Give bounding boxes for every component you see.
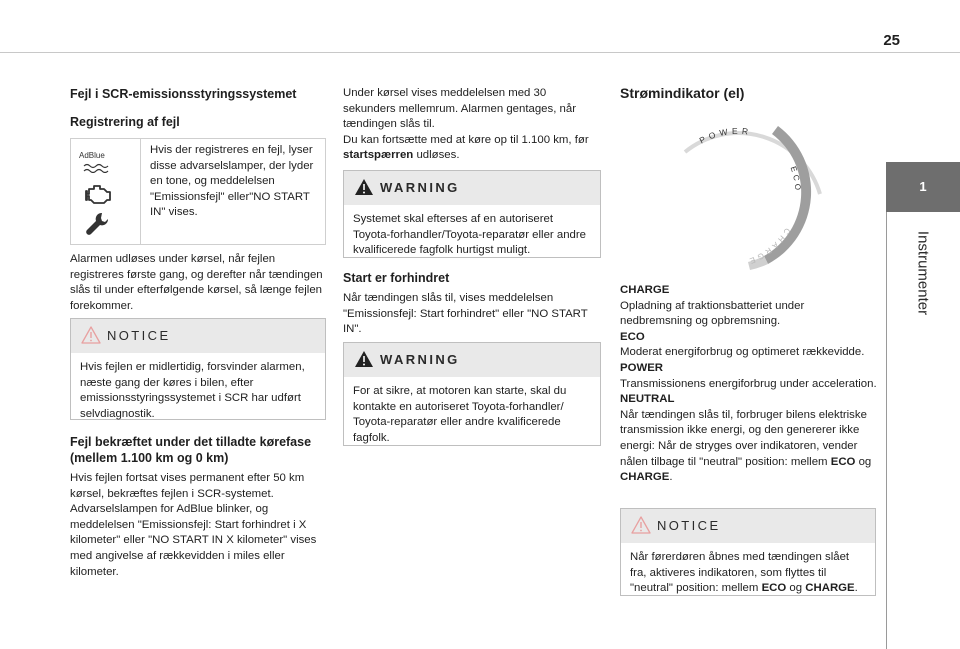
notice-box-1 [70,318,326,420]
warning-header [344,343,600,377]
notice-triangle-icon [81,326,101,344]
notice-header [71,319,325,353]
subheading-registrering: Registrering af fejl [70,115,180,129]
engine-check-icon [84,183,112,205]
dial-label-eco: ECO [788,165,803,194]
term-neutral: NEUTRAL [620,393,675,406]
notice-header [621,509,875,543]
warning-label: WARNING [380,352,460,367]
notice-triangle-icon [631,516,651,534]
wrench-icon [85,211,111,237]
notice-label: NOTICE [107,328,171,343]
chapter-tab[interactable]: 1 [886,162,960,212]
neutral-og: og [858,455,872,468]
notice-og: og [789,582,803,595]
side-rule [886,212,887,649]
def-charge: Opladning af traktionsbatteriet under nedbremsning og opbremsning. [620,299,805,328]
adblue-icon [83,163,113,173]
neutral-charge: CHARGE [620,471,670,484]
warning-text: Systemet skal efterses af en autoriseret Toyota-forhandler/Toyota-reparatør eller andre kvalificerede fagfolk hurtigst muligt. [353,213,586,257]
para-alarm: Alarmen udløses under kørsel, når fejlen registreres første gang, og derefter når tændingen slås til under efterfølgende kørsel, så længe fejlen forekommer. [70,253,323,312]
notice-box-2 [620,508,876,596]
para-interval-b: Du kan fortsætte med at køre op til 1.100 km, før [343,133,589,146]
warning-lamps-table [70,138,326,245]
warning-box-2 [343,342,601,446]
adblue-label: AdBlue [79,151,105,160]
notice-text: Hvis fejlen er midlertidig, forsvinder alarmen, næste gang der køres i bilen, efter emissionsstyringssystemet i SCR har udført selvdiagnostik. [80,361,305,420]
def-power: Transmissionens energiforbrug under acceleration. [620,377,877,390]
warning-triangle-icon [354,350,374,368]
section-heading-scr: Fejl i SCR-emissionsstyringssystemet [70,87,297,101]
def-neutral [620,408,878,486]
section-heading-start: Start er forhindret [343,271,450,285]
section-heading-power: Strømindikator (el) [620,85,745,101]
def-eco: Moderat energiforbrug og optimeret rækkevidde. [620,346,865,359]
chapter-title [888,218,958,328]
dial-label-power: POWER [697,125,753,146]
notice-end: . [854,582,858,595]
def-neutral-text: Når tændingen slås til, forbruger bilens elektriske transmission ikke energi, og den genererer ikke energi: Når de stryges over indikatoren, vender nålen tilbage til "neutral" position: mellem [620,408,867,468]
chapter-title-text: Instrumenter [914,230,932,316]
startspaerren-term: startspærren [343,149,414,162]
warning-triangle-icon [354,178,374,196]
header-rule [0,52,960,53]
notice-text [630,550,867,597]
notice-charge: CHARGE [805,582,855,595]
para-confirmed: Hvis fejlen fortsat vises permanent efter 50 km kørsel, bekræftes fejlen i SCR-systemet. Advarselslampen for AdBlue blinker, og meddelelsen "Emissionsfejl: Start forhindret i X kilometer" eller "NO START IN X kilometer" vises med angivelse af rækkevidden i miles eller kilometer. [70,472,317,578]
notice-label: NOTICE [657,518,721,533]
warning-box-1 [343,170,601,258]
dial-label-charge: CHARGE [745,226,793,267]
para-interval-a: Under kørsel vises meddelelsen med 30 sekunders mellemrum. Alarmen gentages, når tændingen slås til. [343,87,576,131]
meter-definitions [620,283,878,486]
neutral-eco: ECO [830,455,856,468]
page-number: 25 [883,32,900,49]
notice-eco: ECO [761,582,787,595]
neutral-end: . [669,471,673,484]
warning-label: WARNING [380,180,460,195]
warning-header [344,171,600,205]
section-heading-confirmed: Fejl bekræftet under det tilladte kørefase (mellem 1.100 km og 0 km) [70,435,312,465]
term-eco: ECO [620,330,645,343]
term-charge: CHARGE [620,284,670,296]
icon-row-text: Hvis der registreres en fejl, lyser disse advarselslamper, der lyder en tone, og meddelelsen "Emissionsfejl" eller"NO START IN" vises. [150,144,314,219]
para-interval [343,86,601,164]
para-interval-end: udløses. [416,149,460,162]
warning-text: For at sikre, at motoren kan starte, skal du kontakte en autoriseret Toyota-forhandler/ Toyota-reparatør eller andre kvalificerede fagfolk. [353,385,567,444]
power-meter-dial [660,112,830,277]
para-start: Når tændingen slås til, vises meddelelsen "Emissionsfejl: Start forhindret" eller "NO START IN". [343,292,588,336]
notice-text-a: Når førerdøren åbnes med tændingen slået fra, aktiveres indikatoren, som flyttes til "neutral" position: mellem [630,551,850,595]
table-divider [140,139,141,244]
term-power: POWER [620,361,664,374]
